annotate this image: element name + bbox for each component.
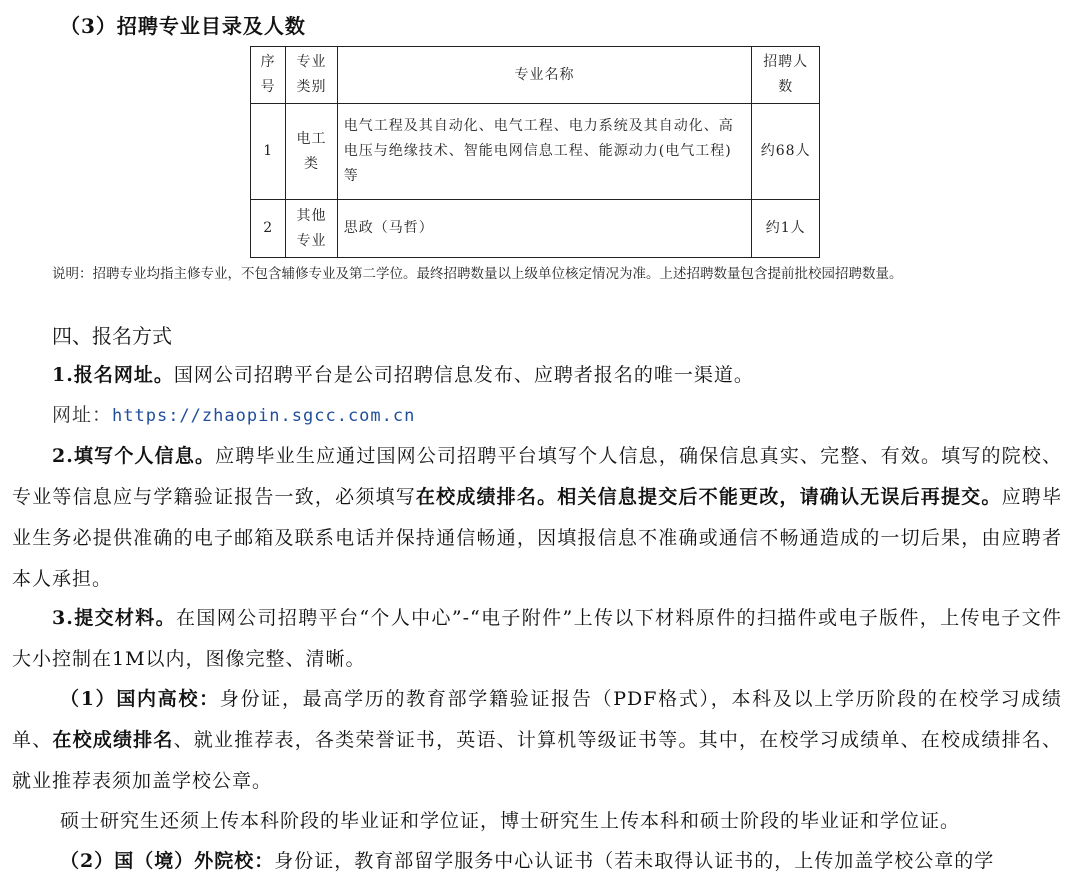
emphasis-ranking: 在校成绩排名 xyxy=(415,486,538,508)
cell-no: 1 xyxy=(251,104,286,200)
table-row xyxy=(251,104,820,200)
table-row xyxy=(251,200,820,258)
header-no: 序号 xyxy=(251,47,286,104)
paragraph-website xyxy=(12,355,1062,396)
paragraph-personal-info xyxy=(12,436,1062,600)
cell-name: 思政（马哲） xyxy=(337,200,752,258)
cell-name: 电气工程及其自动化、电气工程、电力系统及其自动化、高电压与绝缘技术、智能电网信息工程、能源动力(电气工程)等 xyxy=(337,104,752,200)
emphasis-no-change: 。相关信息提交后不能更改，请确认无误后再提交。 xyxy=(537,486,1002,508)
emphasis-ranking: 在校成绩排名 xyxy=(52,729,174,751)
header-category: 专业类别 xyxy=(286,47,337,104)
paragraph-graduate xyxy=(12,801,1062,842)
url-label: 网址： xyxy=(52,404,113,426)
cell-no: 2 xyxy=(251,200,286,258)
table-note: 说明：招聘专业均指主修专业，不包含辅修专业及第二学位。最终招聘数量以上级单位核定情况为准。上述招聘数量包含提前批校园招聘数量。 xyxy=(52,266,903,282)
url-line xyxy=(12,395,1062,437)
header-count: 招聘人数 xyxy=(752,47,820,104)
paragraph-text: 国网公司招聘平台是公司招聘信息发布、应聘者报名的唯一渠道。 xyxy=(173,364,754,386)
heading-registration: 四、报名方式 xyxy=(52,324,172,348)
paragraph-lead: 1.报名网址。 xyxy=(52,364,174,386)
cell-count: 约1人 xyxy=(752,200,820,258)
paragraph-text: 硕士研究生还须上传本科阶段的毕业证和学位证，博士研究生上传本科和硕士阶段的毕业证和学位证。 xyxy=(60,810,961,832)
paragraph-materials xyxy=(12,598,1062,680)
paragraph-domestic xyxy=(12,679,1062,802)
paragraph-lead: 2.填写个人信息。 xyxy=(52,445,216,467)
recruitment-table xyxy=(250,46,820,258)
paragraph-text: 应聘毕业生应通过国网公司招聘平台填写个人信息，确保信息真实、完整、有效。填写的院校、专业等信息应与学籍验证报告一致，必须填写 xyxy=(12,445,1062,508)
paragraph-text: 在国网公司招聘平台“个人中心”-“电子附件”上传以下材料原件的扫描件或电子版件，上传电子文件大小控制在1M以内，图像完整、清晰。 xyxy=(12,607,1062,670)
cell-count: 约68人 xyxy=(752,104,820,200)
website-link[interactable]: https://zhaopin.sgcc.com.cn xyxy=(112,406,416,426)
table-header-row xyxy=(251,47,820,104)
cell-category: 电工类 xyxy=(286,104,337,200)
paragraph-lead: （1）国内高校： xyxy=(60,688,220,710)
section-title: （3）招聘专业目录及人数 xyxy=(60,14,306,38)
paragraph-lead: （2）国（境）外院校： xyxy=(60,850,275,872)
cell-category: 其他专业 xyxy=(286,200,337,258)
paragraph-overseas xyxy=(12,841,1062,877)
paragraph-text: 身份证，教育部留学服务中心认证书（若未取得认证书的，上传加盖学校公章的学 xyxy=(274,850,995,872)
header-name: 专业名称 xyxy=(337,47,752,104)
paragraph-text: 身份证，最高学历的教育部学籍验证报告（PDF格式），本科及以上学历阶段的在校学习成绩单、 xyxy=(12,688,1062,751)
paragraph-text: 、就业推荐表，各类荣誉证书，英语、计算机等级证书等。其中，在校学习成绩单、在校成绩排名、就业推荐表须加盖学校公章。 xyxy=(12,729,1062,792)
paragraph-text: 应聘毕业生务必提供准确的电子邮箱及联系电话并保持通信畅通，因填报信息不准确或通信不畅通造成的一切后果，由应聘者本人承担。 xyxy=(12,486,1062,590)
paragraph-lead: 3.提交材料。 xyxy=(52,607,177,629)
